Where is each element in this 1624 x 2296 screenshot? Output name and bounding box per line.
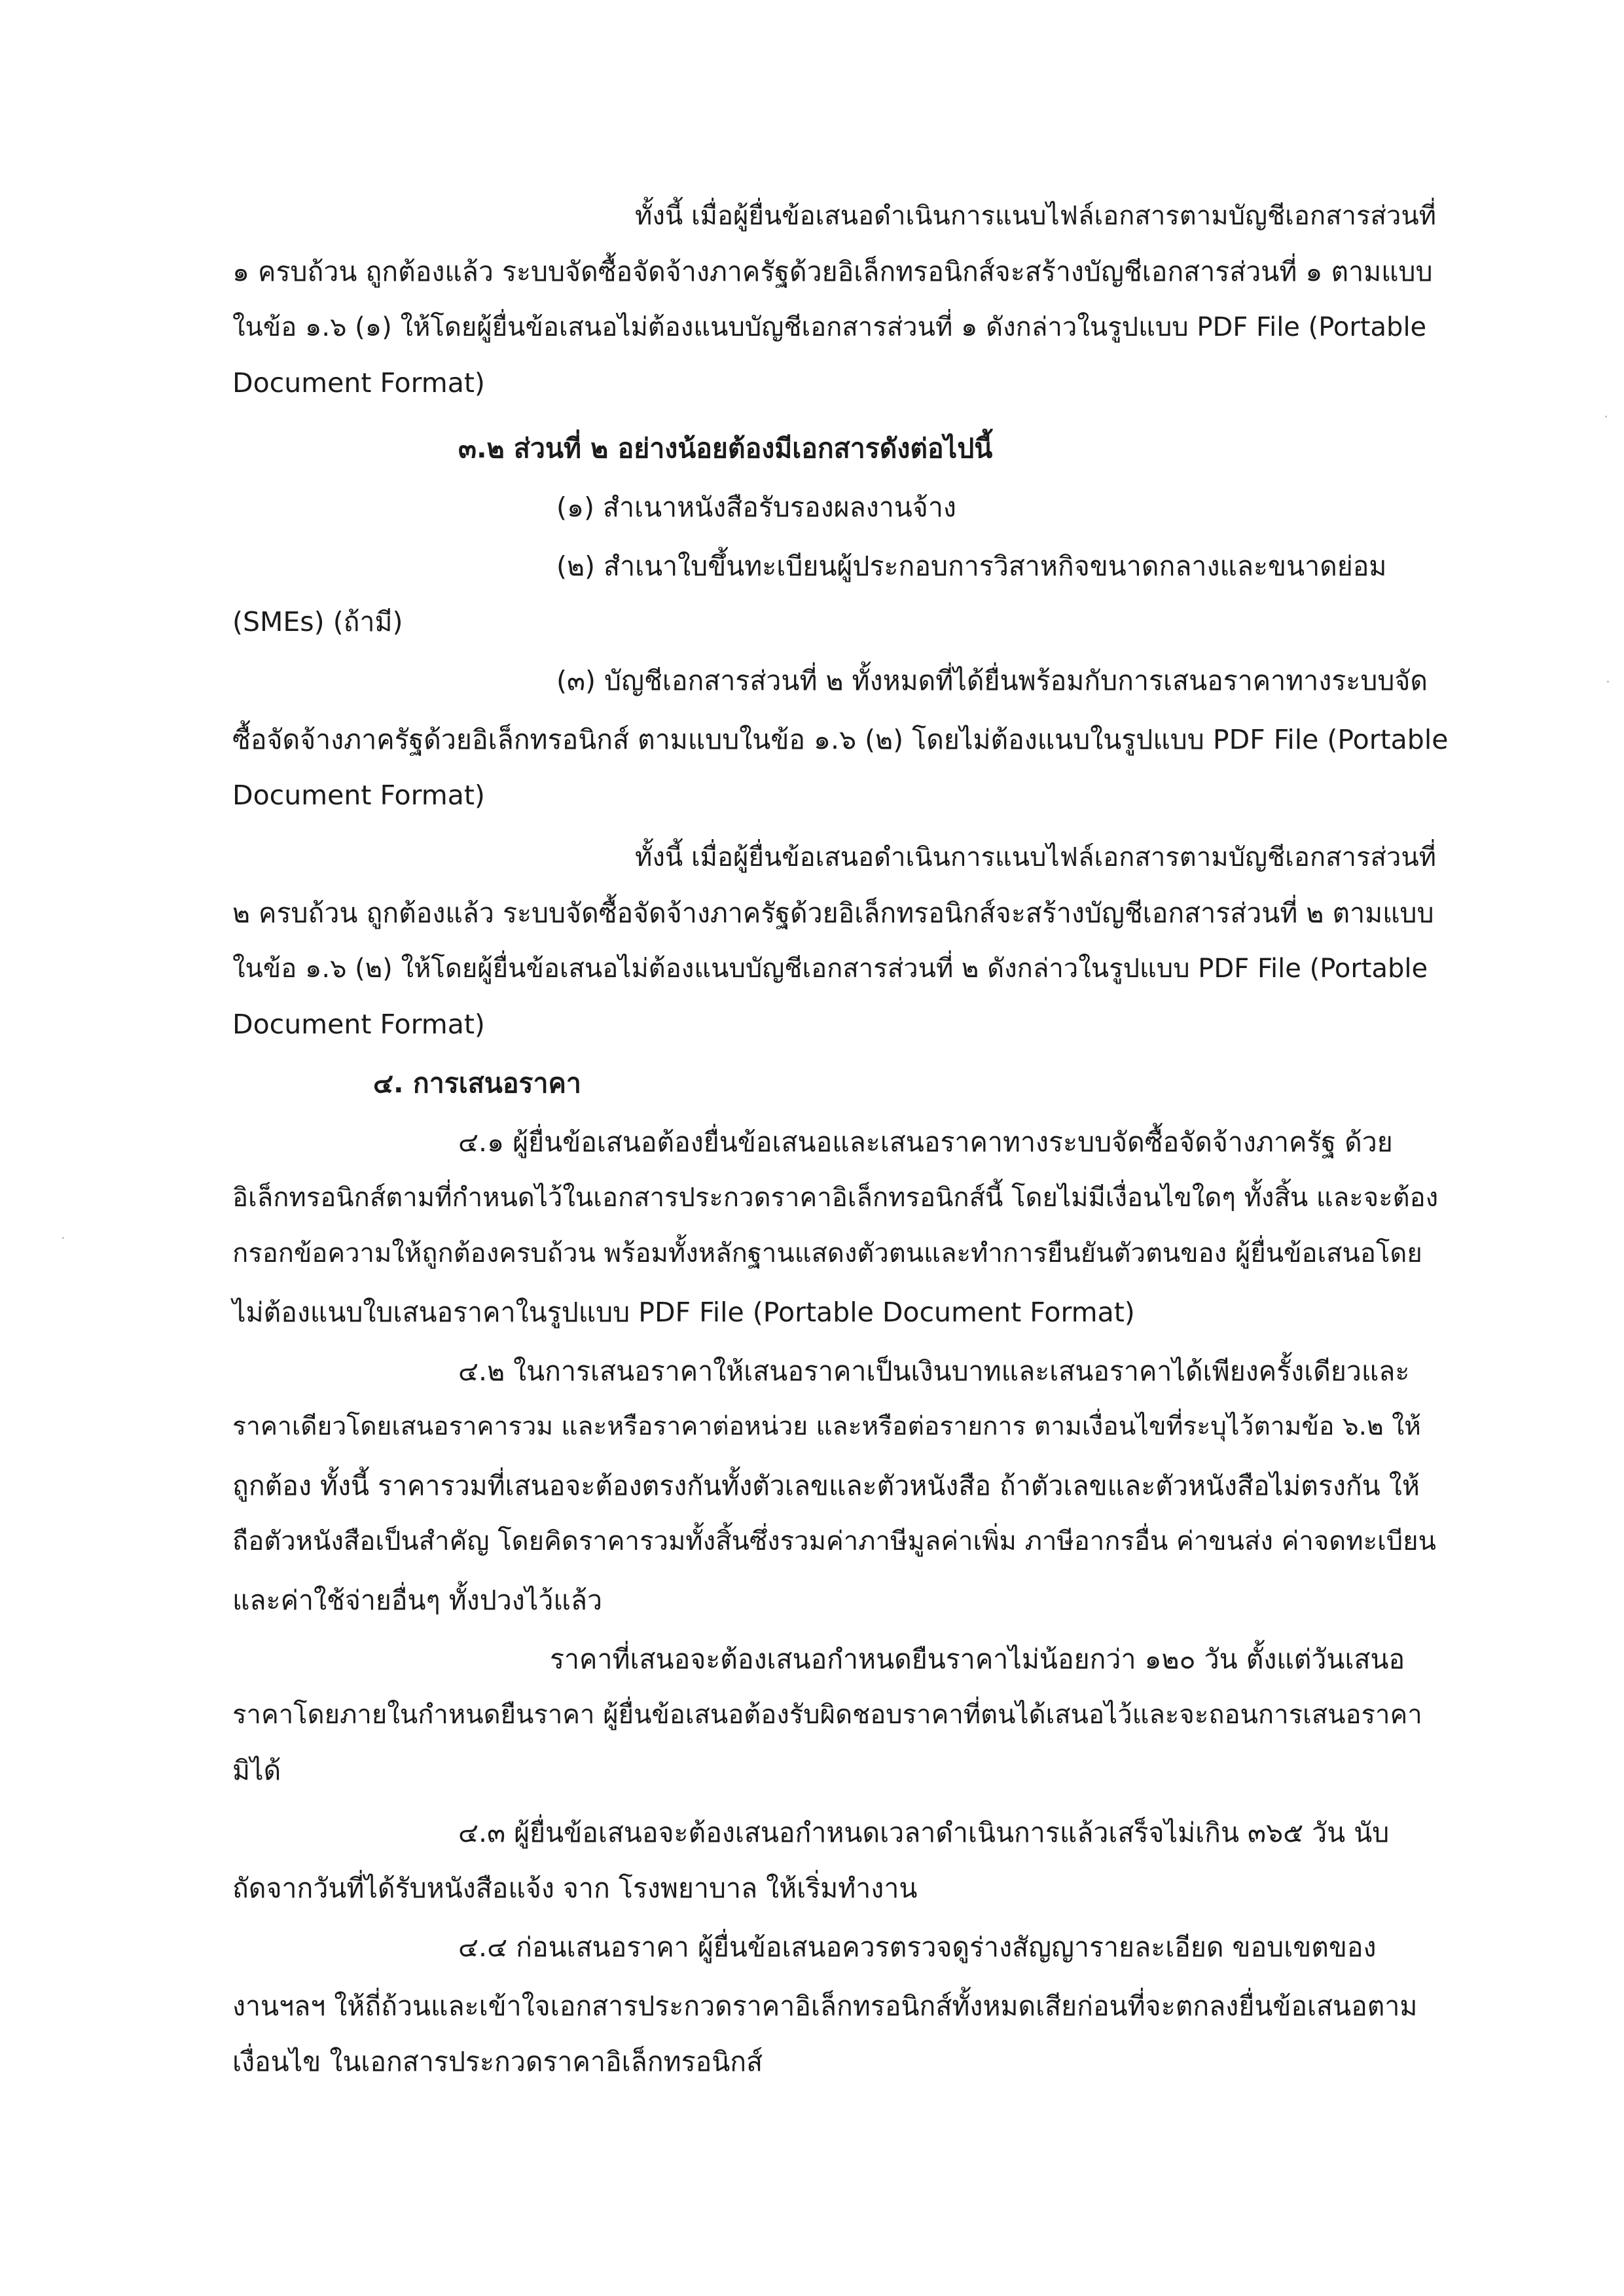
para-3-2-note-line-3: ในข้อ ๑.๖ (๒) ให้โดยผู้ยื่นข้อเสนอไม่ต้องแนบบัญชีเอกสารส่วนที่ ๒ ดังกล่าวในรูปแบบ PDF File (Portable	[232, 954, 1428, 984]
para-3-2-note-line-1: ทั้งนี้ เมื่อผู้ยื่นข้อเสนอดำเนินการแนบไฟล์เอกสารตามบัญชีเอกสารส่วนที่	[635, 842, 1437, 872]
para-4-1-line-3: กรอกข้อความให้ถูกต้องครบถ้วน พร้อมทั้งหลักฐานแสดงตัวตนและทำการยืนยันตัวตนของ ผู้ยื่นข้อเสนอโดย	[232, 1238, 1422, 1268]
para-4-4-line-1: ๔.๔ ก่อนเสนอราคา ผู้ยื่นข้อเสนอควรตรวจดูร่างสัญญารายละเอียด ขอบเขตของ	[458, 1931, 1377, 1963]
item-3-2-3-line-2: ซื้อจัดจ้างภาครัฐด้วยอิเล็กทรอนิกส์ ตามแบบในข้อ ๑.๖ (๒) โดยไม่ต้องแนบในรูปแบบ PDF File (Portable	[232, 724, 1449, 755]
para-3-1-note-line-3: ในข้อ ๑.๖ (๑) ให้โดยผู้ยื่นข้อเสนอไม่ต้องแนบบัญชีเอกสารส่วนที่ ๑ ดังกล่าวในรูปแบบ PDF File (Portable	[232, 312, 1427, 342]
para-3-2-note-line-2: ๒ ครบถ้วน ถูกต้องแล้ว ระบบจัดซื้อจัดจ้างภาครัฐด้วยอิเล็กทรอนิกส์จะสร้างบัญชีเอกสารส่วนที่ ๒ ตามแบบ	[232, 897, 1434, 929]
item-3-2-1: (๑) สำเนาหนังสือรับรองผลงานจ้าง	[556, 492, 956, 523]
scan-speck	[1605, 416, 1607, 418]
scan-speck	[62, 1237, 64, 1239]
para-3-1-note-line-2: ๑ ครบถ้วน ถูกต้องแล้ว ระบบจัดซื้อจัดจ้างภาครัฐด้วยอิเล็กทรอนิกส์จะสร้างบัญชีเอกสารส่วนที่ ๑ ตามแบบ	[232, 256, 1433, 287]
para-3-2-note-line-4: Document Format)	[232, 1009, 485, 1040]
para-4-3-line-2: ถัดจากวันที่ได้รับหนังสือแจ้ง จาก โรงพยาบาล ให้เริ่มทำงาน	[232, 1873, 918, 1904]
para-4-2-line-2: ราคาเดียวโดยเสนอราคารวม และหรือราคาต่อหน่วย และหรือต่อรายการ ตามเงื่อนไขที่ระบุไว้ตามข้อ ๖.๒ ให้	[232, 1412, 1421, 1441]
item-3-2-3-line-1: (๓) บัญชีเอกสารส่วนที่ ๒ ทั้งหมดที่ได้ยื่นพร้อมกับการเสนอราคาทางระบบจัด	[556, 665, 1428, 696]
para-3-1-note-line-4: Document Format)	[232, 367, 485, 399]
para-4-2-validity-line-1: ราคาที่เสนอจะต้องเสนอกำหนดยืนราคาไม่น้อยกว่า ๑๒๐ วัน ตั้งแต่วันเสนอ	[550, 1643, 1405, 1675]
para-4-3-line-1: ๔.๓ ผู้ยื่นข้อเสนอจะต้องเสนอกำหนดเวลาดำเนินการแล้วเสร็จไม่เกิน ๓๖๕ วัน นับ	[458, 1817, 1390, 1848]
item-3-2-3-line-3: Document Format)	[232, 780, 485, 811]
section-3-2-heading: ๓.๒ ส่วนที่ ๒ อย่างน้อยต้องมีเอกสารดังต่อไปนี้	[458, 433, 993, 464]
para-4-2-line-4: ถือตัวหนังสือเป็นสำคัญ โดยคิดราคารวมทั้งสิ้นซึ่งรวมค่าภาษีมูลค่าเพิ่ม ภาษีอากรอื่น ค่าขนส่ง ค่าจดทะเบียน	[232, 1526, 1436, 1556]
para-4-4-line-2: งานฯลฯ ให้ถี่ถ้วนและเข้าใจเอกสารประกวดราคาอิเล็กทรอนิกส์ทั้งหมดเสียก่อนที่จะตกลงยื่นข้อเสนอตาม	[232, 1990, 1418, 2022]
section-4-heading: ๔. การเสนอราคา	[373, 1067, 581, 1099]
scan-speck	[1607, 681, 1609, 683]
item-3-2-2-line-2: (SMEs) (ถ้ามี)	[232, 606, 403, 637]
para-3-1-note-line-1: ทั้งนี้ เมื่อผู้ยื่นข้อเสนอดำเนินการแนบไฟล์เอกสารตามบัญชีเอกสารส่วนที่	[635, 201, 1437, 231]
para-4-1-line-4: ไม่ต้องแนบใบเสนอราคาในรูปแบบ PDF File (Portable Document Format)	[232, 1297, 1135, 1328]
para-4-2-line-1: ๔.๒ ในการเสนอราคาให้เสนอราคาเป็นเงินบาทและเสนอราคาได้เพียงครั้งเดียวและ	[458, 1355, 1410, 1387]
para-4-2-line-3: ถูกต้อง ทั้งนี้ ราคารวมที่เสนอจะต้องตรงกันทั้งตัวเลขและตัวหนังสือ ถ้าตัวเลขและตัวหนังสือไม่ตรงกัน ให้	[232, 1470, 1420, 1501]
para-4-1-line-1: ๔.๑ ผู้ยื่นข้อเสนอต้องยื่นข้อเสนอและเสนอราคาทางระบบจัดซื้อจัดจ้างภาครัฐ ด้วย	[458, 1126, 1393, 1158]
item-3-2-2-line-1: (๒) สำเนาใบขึ้นทะเบียนผู้ประกอบการวิสาหกิจขนาดกลางและขนาดย่อม	[556, 550, 1387, 582]
para-4-2-validity-line-3: มิได้	[232, 1755, 281, 1786]
para-4-2-line-5: และค่าใช้จ่ายอื่นๆ ทั้งปวงไว้แล้ว	[232, 1585, 602, 1616]
para-4-2-validity-line-2: ราคาโดยภายในกำหนดยืนราคา ผู้ยื่นข้อเสนอต้องรับผิดชอบราคาที่ตนได้เสนอไว้และจะถอนการเสนอราคา	[232, 1700, 1422, 1730]
para-4-4-line-3: เงื่อนไข ในเอกสารประกวดราคาอิเล็กทรอนิกส์	[232, 2046, 763, 2077]
para-4-1-line-2: อิเล็กทรอนิกส์ตามที่กำหนดไว้ในเอกสารประกวดราคาอิเล็กทรอนิกส์นี้ โดยไม่มีเงื่อนไขใดๆ ทั้งสิ้น และจะต้อง	[232, 1183, 1439, 1213]
